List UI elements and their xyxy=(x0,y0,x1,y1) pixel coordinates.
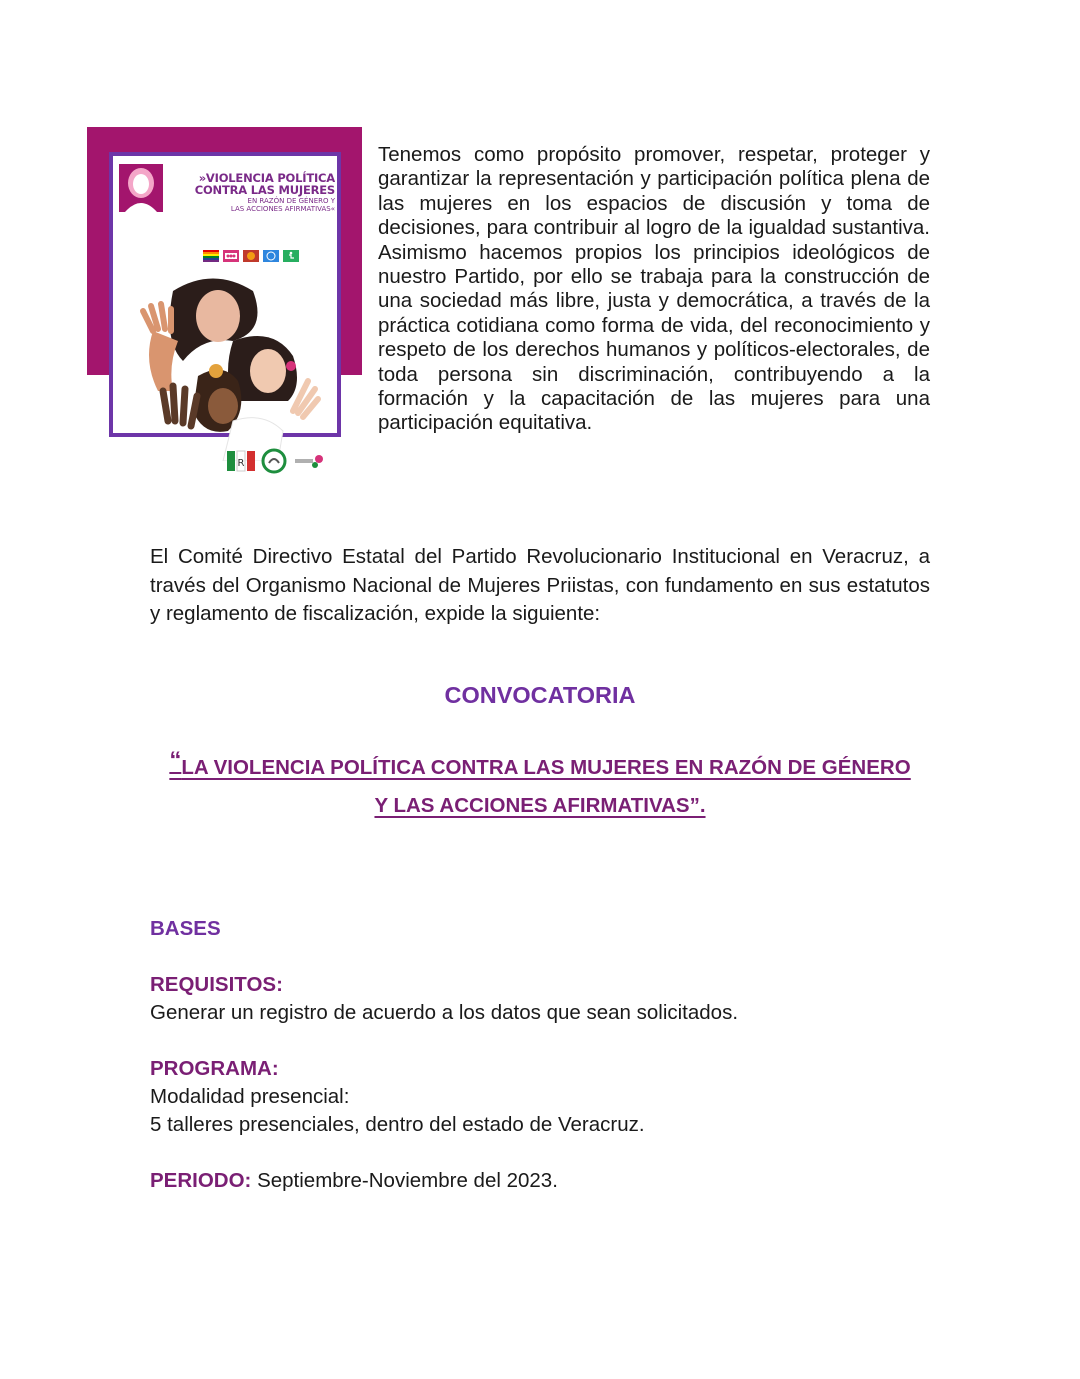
women-illustration xyxy=(113,271,337,461)
event-title-line-1-text: LA VIOLENCIA POLÍTICA CONTRA LAS MUJERES EN RAZÓN DE GÉNERO xyxy=(181,756,911,779)
poster-title-block xyxy=(175,172,335,213)
periodo-text: Septiembre-Noviembre del 2023. xyxy=(257,1169,558,1192)
intro-paragraph: Tenemos como propósito promover, respetar, proteger y garantizar la representación y participación política plena de las mujeres en los espacios de discusión y toma de decisiones, para contribuir al logro de la igualdad sustantiva. Asimismo hacemos propios los principios ideológicos de nuestro Partido, por ello se trabaja para la construcción de una sociedad más libre, justa y democrática, a través de la práctica cotidiana como forma de vida, del reconocimiento y respeto de los derechos humanos y políticos-electorales, de toda persona sin discriminación, contribuyendo a la formación y la capacitación de las mujeres para una participación equitativa. xyxy=(378,143,930,435)
programa-label: PROGRAMA: xyxy=(150,1057,279,1080)
requisitos-label: REQUISITOS: xyxy=(150,973,283,996)
requisitos-text: Generar un registro de acuerdo a los datos que sean solicitados. xyxy=(150,1001,739,1024)
poster-title: »VIOLENCIA POLÍTICA CONTRA LAS MUJERES xyxy=(194,171,335,197)
event-title-line-1 xyxy=(169,747,911,779)
pri-logo xyxy=(227,449,255,473)
sponsor-logos xyxy=(227,447,337,475)
event-title xyxy=(150,748,930,825)
woman-avatar-icon xyxy=(119,164,163,212)
open-quote: “ xyxy=(169,747,182,774)
poster-subtitle: EN RAZÓN DE GÉNERO Y LAS ACCIONES AFIRMATIVAS« xyxy=(230,197,335,213)
mujeres-logo xyxy=(293,450,325,472)
svg-text:R: R xyxy=(237,458,245,469)
poster-card xyxy=(109,152,341,437)
periodo-label: PERIODO: xyxy=(150,1169,252,1192)
accessibility-icon xyxy=(283,250,299,262)
programa-line-1: Modalidad presencial: xyxy=(150,1085,350,1108)
circle-logo xyxy=(261,448,287,474)
event-title-line-2: Y LAS ACCIONES AFIRMATIVAS”. xyxy=(374,794,706,817)
indigenous-flag-icon xyxy=(243,250,259,262)
convocatoria-heading: CONVOCATORIA xyxy=(444,682,636,708)
periodo-row xyxy=(150,1169,558,1193)
globe-icon xyxy=(263,250,279,262)
flag-row xyxy=(203,250,299,262)
bases-heading: BASES xyxy=(150,917,221,940)
campaign-poster xyxy=(87,127,349,482)
programa-line-2: 5 talleres presenciales, dentro del estado de Veracruz. xyxy=(150,1113,645,1136)
trans-flag-icon xyxy=(223,250,239,262)
issuer-paragraph: El Comité Directivo Estatal del Partido Revolucionario Institucional en Veracruz, a través del Organismo Nacional de Mujeres Priistas, con fundamento en sus estatutos y reglamento de fiscalización, expide la siguiente: xyxy=(150,545,930,625)
rainbow-flag-icon xyxy=(203,250,219,262)
